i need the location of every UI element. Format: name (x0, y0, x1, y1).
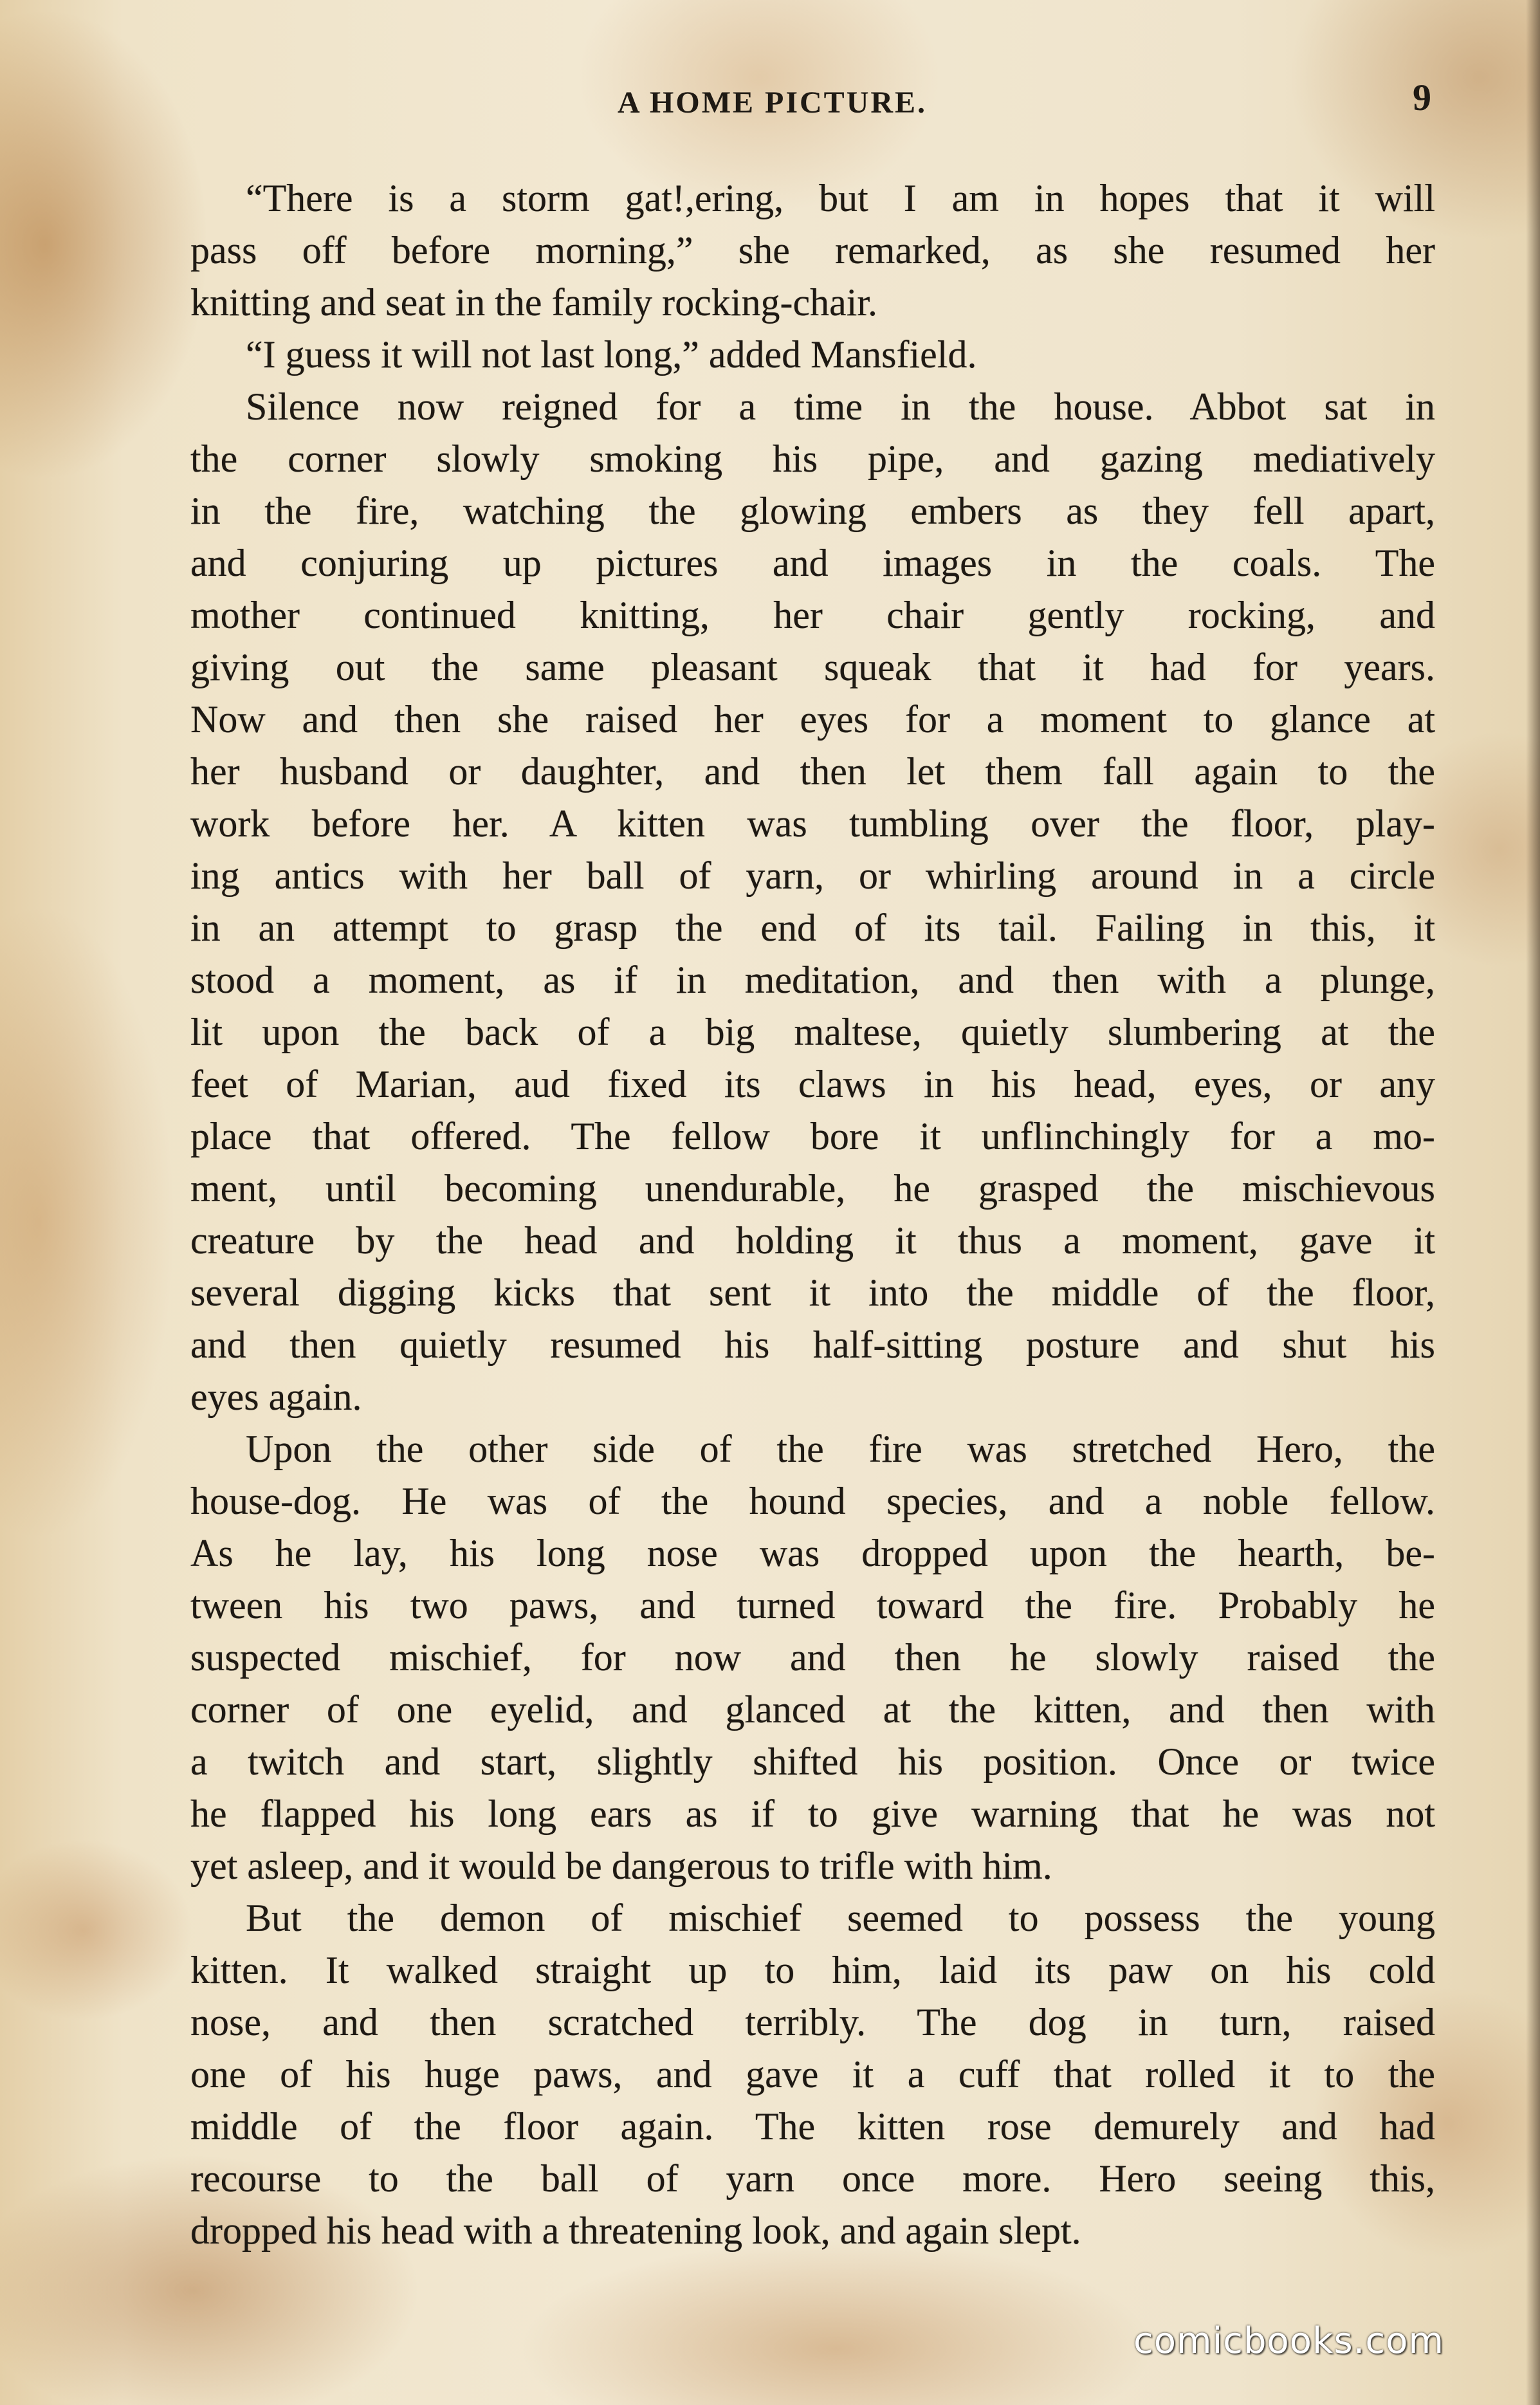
text-line: in an attempt to grasp the end of its tail. Failing in this, it (190, 907, 1435, 949)
text-line: a twitch and start, slightly shifted his position. Once or twice (190, 1740, 1435, 1783)
text-line: work before her. A kitten was tumbling over the floor, play- (190, 802, 1435, 845)
text-line: he flapped his long ears as if to give warning that he was not (190, 1792, 1435, 1835)
text-line: place that offered. The fellow bore it unflinchingly for a mo- (190, 1115, 1435, 1157)
text-line: creature by the head and holding it thus a moment, gave it (190, 1219, 1435, 1262)
text-line: eyes again. (190, 1376, 362, 1418)
text-line: corner of one eyelid, and glanced at the kitten, and then with (190, 1688, 1435, 1731)
text-line: lit upon the back of a big maltese, quietly slumbering at the (190, 1011, 1435, 1053)
text-line: pass off before morning,” she remarked, as she resumed her (190, 229, 1435, 272)
text-line: “I guess it will not last long,” added Mansfield. (246, 333, 977, 376)
text-line: the corner slowly smoking his pipe, and gazing mediatively (190, 438, 1435, 480)
page-number: 9 (1413, 77, 1431, 118)
text-line: As he lay, his long nose was dropped upon the hearth, be- (190, 1532, 1435, 1574)
text-line: and then quietly resumed his half-sitting posture and shut his (190, 1323, 1435, 1366)
paragraph-2 (190, 329, 1435, 381)
text-line: Silence now reigned for a time in the house. Abbot sat in (246, 385, 1435, 428)
text-line: ment, until becoming unendurable, he grasped the mischievous (190, 1167, 1435, 1210)
text-line: tween his two paws, and turned toward the fire. Probably he (190, 1584, 1435, 1626)
text-line: recourse to the ball of yarn once more. Hero seeing this, (190, 2157, 1435, 2200)
text-line: Upon the other side of the fire was stretched Hero, the (246, 1428, 1435, 1470)
text-line: Now and then she raised her eyes for a moment to glance at (190, 698, 1435, 741)
text-line: mother continued knitting, her chair gently rocking, and (190, 594, 1435, 636)
paragraph-3 (190, 381, 1435, 1423)
text-line: her husband or daughter, and then let them fall again to the (190, 750, 1435, 793)
text-line: giving out the same pleasant squeak that it had for years. (190, 646, 1435, 688)
running-title: A HOME PICTURE. (618, 86, 928, 120)
text-line: middle of the floor again. The kitten rose demurely and had (190, 2105, 1435, 2148)
text-line: house-dog. He was of the hound species, and a noble fellow. (190, 1480, 1435, 1522)
text-line: knitting and seat in the family rocking-chair. (190, 281, 878, 324)
paragraph-4 (190, 1423, 1435, 1892)
text-line: one of his huge paws, and gave it a cuff that rolled it to the (190, 2053, 1435, 2096)
site-watermark: comicbooks.com (1133, 2320, 1445, 2362)
paragraph-1 (190, 172, 1435, 329)
text-line: feet of Marian, aud fixed its claws in his head, eyes, or any (190, 1063, 1435, 1105)
text-line: yet asleep, and it would be dangerous to trifle with him. (190, 1845, 1052, 1887)
page-edge-shadow (1526, 0, 1540, 2405)
text-line: ing antics with her ball of yarn, or whirling around in a circle (190, 854, 1435, 897)
text-line: in the fire, watching the glowing embers as they fell apart, (190, 490, 1435, 532)
text-line: stood a moment, as if in meditation, and then with a plunge, (190, 959, 1435, 1001)
text-line: nose, and then scratched terribly. The dog in turn, raised (190, 2001, 1435, 2043)
text-line: several digging kicks that sent it into the middle of the floor, (190, 1271, 1435, 1314)
body-text (190, 172, 1435, 2257)
text-line: kitten. It walked straight up to him, laid its paw on his cold (190, 1949, 1435, 1991)
text-line: suspected mischief, for now and then he slowly raised the (190, 1636, 1435, 1679)
paragraph-5 (190, 1892, 1435, 2257)
text-line: and conjuring up pictures and images in the coals. The (190, 542, 1435, 584)
text-line: “There is a storm gat!,ering, but I am in hopes that it will (246, 177, 1435, 219)
text-line: dropped his head with a threatening look, and again slept. (190, 2209, 1081, 2252)
text-line: But the demon of mischief seemed to possess the young (246, 1897, 1435, 1939)
